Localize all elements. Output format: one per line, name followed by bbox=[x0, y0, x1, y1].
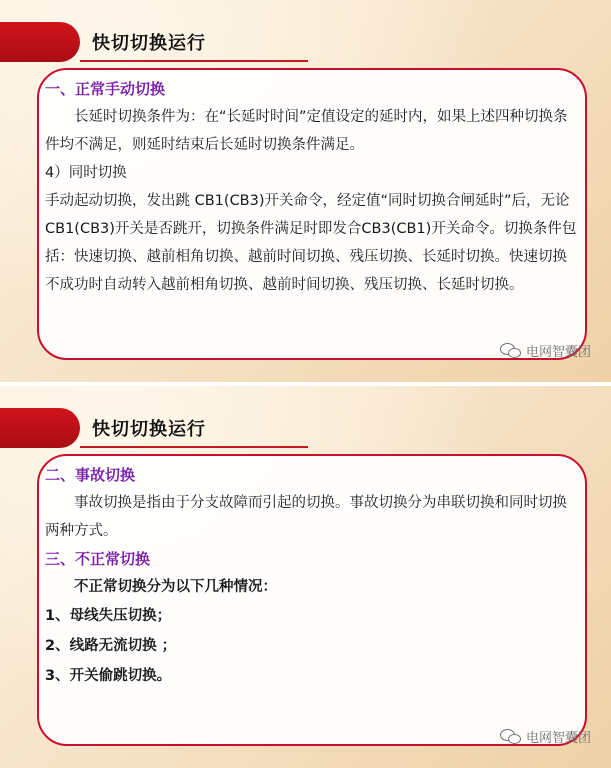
paragraph-fault-switch: 事故切换是指由于分支故障而引起的切换。事故切换分为串联切换和同时切换两种方式。 bbox=[45, 495, 567, 539]
slide-2 bbox=[0, 386, 611, 768]
section-title-abnormal-switch: 三、不正常切换 bbox=[45, 550, 151, 568]
paragraph-simultaneous: 手动起动切换，发出跳 CB1(CB3)开关命令，经定值“同时切换合闸延时”后，无论 CB1(CB3)开关是否跳开，切换条件满足时即发合CB3(CB1)开关命令。切换条件包括：快速切换、越前相角切换、越前时间切换、残压切换、长延时切换。快速切换不成功时自动转入越前相角切换、越前时间切换、残压切换、长延时切换。 bbox=[45, 193, 577, 293]
content-text bbox=[45, 75, 581, 299]
header-underline bbox=[80, 446, 308, 448]
content-text bbox=[45, 461, 581, 691]
paragraph-long-delay: 长延时切换条件为：在“长延时时间”定值设定的延时内，如果上述四种切换条件均不满足，则延时结束后长延时切换条件满足。 bbox=[45, 109, 568, 153]
watermark-text: 电网智囊团 bbox=[525, 731, 591, 746]
section-title-normal-manual: 一、正常手动切换 bbox=[45, 80, 166, 98]
watermark-text: 电网智囊团 bbox=[525, 345, 591, 360]
slide-title: 快切切换运行 bbox=[92, 33, 206, 54]
section-title-fault-switch: 二、事故切换 bbox=[45, 466, 136, 484]
header-red-tab bbox=[0, 408, 80, 448]
abnormal-intro: 不正常切换分为以下几种情况： bbox=[74, 579, 277, 595]
list-item: 1、母线失压切换； bbox=[45, 608, 172, 624]
wechat-icon bbox=[500, 343, 522, 359]
wechat-icon bbox=[500, 729, 522, 745]
watermark bbox=[500, 341, 591, 360]
slide-title: 快切切换运行 bbox=[92, 419, 206, 440]
list-item: 2、线路无流切换 ； bbox=[45, 638, 177, 654]
header-red-tab bbox=[0, 22, 80, 62]
watermark bbox=[500, 727, 591, 746]
slide-1 bbox=[0, 0, 611, 382]
list-item: 3、开关偷跳切换。 bbox=[45, 668, 172, 684]
subsection-title-simultaneous: 4）同时切换 bbox=[45, 165, 127, 181]
header-underline bbox=[80, 60, 308, 62]
